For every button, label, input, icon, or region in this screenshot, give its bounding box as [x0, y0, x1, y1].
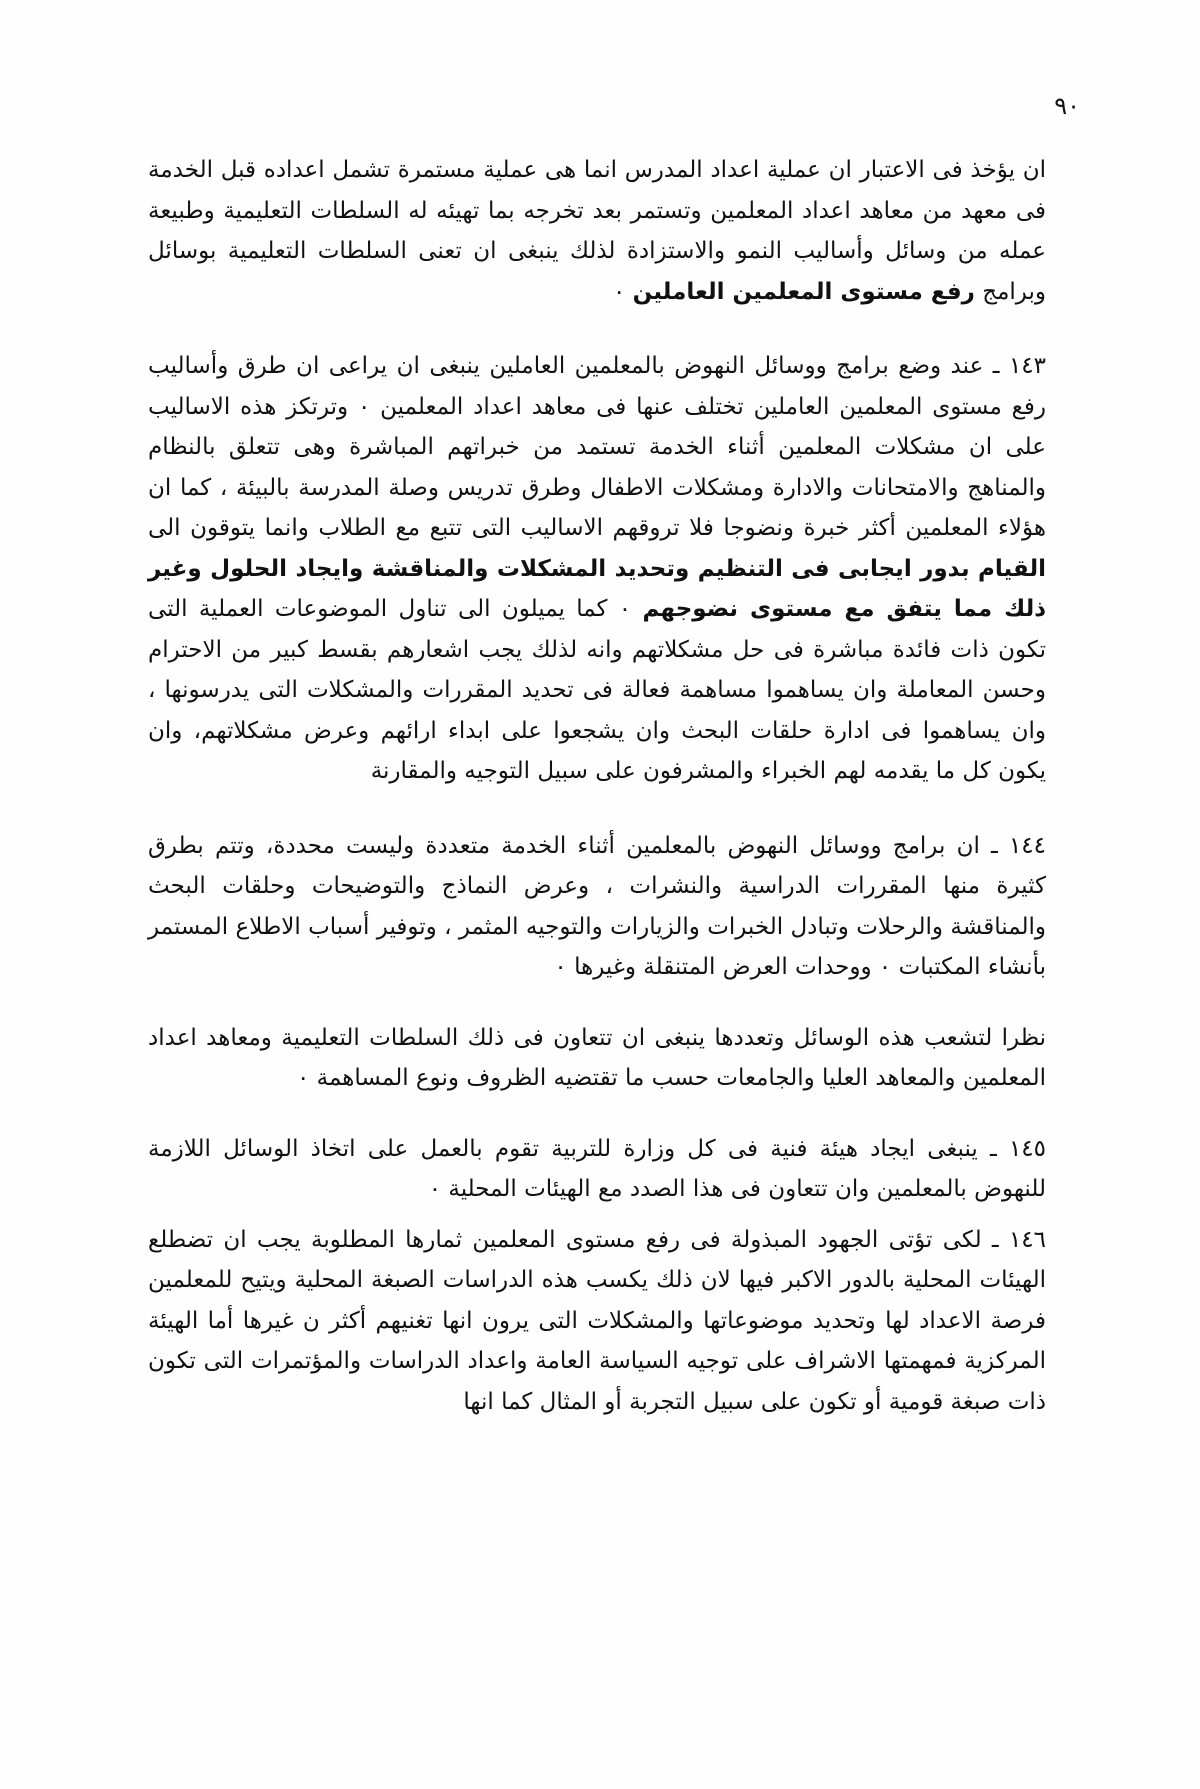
paragraph-145-text: ١٤٥ ـ ينبغى ايجاد هيئة فنية فى كل وزارة للتربية تقوم بالعمل على اتخاذ الوسائل اللازمة للنهوض بالمعلمين وان تتعاون فى هذا الصدد مع الهيئات المحلية ٠ — [148, 1135, 1046, 1202]
paragraph-cooperation — [148, 1018, 1046, 1099]
paragraph-143-text-end: ٠ كما يميلون الى تناول الموضوعات العملية التى تكون ذات فائدة مباشرة فى حل مشكلاتهم وانه لذلك يجب اشعارهم بقسط كبير من الاحترام وحسن المعاملة وان يساهموا مساهمة فعالة فى تحديد المقررات والمشكلات التى يدرسونها ، وان يساهموا فى ادارة حلقات البحث وان يشجعوا على ابداء ارائهم وعرض مشكلاتهم، وان يكون كل ما يقدمه لهم الخبراء والمشرفون على سبيل التوجيه والمقارنة — [148, 596, 1046, 784]
paragraph-intro-text: ان يؤخذ فى الاعتبار ان عملية اعداد المدرس انما هى عملية مستمرة تشمل اعداده قبل الخدمة فى معهد من معاهد اعداد المعلمين وتستمر بعد تخرجه بما تهيئه له السلطات التعليمية وطبيعة عمله من وسائل وأساليب النمو والاستزادة لذلك ينبغى ان تعنى السلطات التعليمية بوسائل وبرامج — [148, 157, 1046, 305]
paragraph-gap — [148, 1210, 1046, 1220]
paragraph-gap — [148, 312, 1046, 346]
paragraph-143 — [148, 346, 1046, 792]
paragraph-cooperation-text: نظرا لتشعب هذه الوسائل وتعددها ينبغى ان تتعاون فى ذلك السلطات التعليمية ومعاهد اعداد المعلمين والمعاهد العليا والجامعات حسب ما تقتضيه الظروف ونوع المساهمة ٠ — [148, 1024, 1046, 1091]
paragraph-intro-end: ٠ — [613, 278, 633, 305]
paragraph-gap — [148, 1099, 1046, 1129]
paragraph-144-text: ١٤٤ ـ ان برامج ووسائل النهوض بالمعلمين أثناء الخدمة متعددة وليست محددة، وتتم بطرق كثيرة منها المقررات الدراسية والنشرات ، وعرض النماذج والتوضيحات وحلقات البحث والمناقشة والرحلات وتبادل الخبرات والزيارات والتوجيه المثمر ، وتوفير أسباب الاطلاع المستمر بأنشاء المكتبات ٠ ووحدات العرض المتنقلة وغيرها ٠ — [148, 832, 1046, 980]
paragraph-144 — [148, 826, 1046, 988]
paragraph-143-emphasis: القيام بدور ايجابى فى التنظيم وتحديد المشكلات والمناقشة وايجاد الحلول وغير ذلك مما يتفق مع مستوى نضوجهم — [148, 555, 1047, 622]
page-number: ٩٠ — [1054, 92, 1080, 120]
paragraph-146-text: ١٤٦ ـ لكى تؤتى الجهود المبذولة فى رفع مستوى المعلمين ثمارها المطلوبة يجب ان تضطلع الهيئات المحلية بالدور الاكبر فيها لان ذلك يكسب هذه الدراسات الصبغة المحلية ويتيح للمعلمين فرصة الاعداد لها وتحديد موضوعاتها والمشكلات التى يرون انها تغنيهم أكثر ن غيرها أما الهيئة المركزية فمهمتها الاشراف على توجيه السياسة العامة واعداد الدراسات والمؤتمرات التى تكون ذات صبغة قومية أو تكون على سبيل التجربة أو المثال كما انها — [148, 1226, 1046, 1415]
paragraph-gap — [148, 792, 1046, 826]
paragraph-143-text-start: ١٤٣ ـ عند وضع برامج ووسائل النهوض بالمعلمين العاملين ينبغى ان يراعى ان طرق وأساليب رفع مستوى المعلمين العاملين تختلف عنها فى معاهد اعداد المعلمين ٠ وترتكز هذه الاساليب على ان مشكلات المعلمين أثناء الخدمة تستمد من خبراتهم المباشرة وهى تتعلق بالنظام والمناهج والامتحانات والادارة ومشكلات الاطفال وطرق تدريس وصلة المدرسة بالبيئة ، كما ان هؤلاء المعلمين أكثر خبرة ونضوجا فلا تروقهم الاساليب التى تتبع مع الطلاب وانما يتوقون الى — [148, 353, 1047, 541]
paragraph-145 — [148, 1129, 1046, 1210]
paragraph-gap — [148, 988, 1046, 1018]
paragraph-intro-emphasis: رفع مستوى المعلمين العاملين — [632, 278, 975, 305]
paragraph-146 — [148, 1220, 1046, 1423]
paragraph-intro — [148, 150, 1046, 312]
page-body — [148, 150, 1046, 1422]
